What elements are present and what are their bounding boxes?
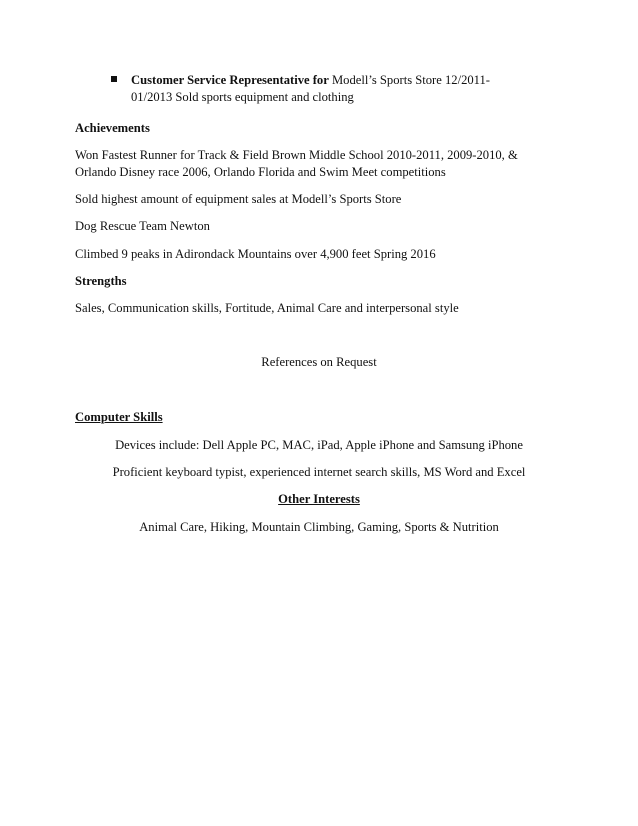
strengths-text xyxy=(75,300,575,316)
computer-skills-heading xyxy=(75,409,575,425)
achievements-heading xyxy=(75,120,575,136)
job-description xyxy=(131,72,531,105)
strengths-heading xyxy=(75,273,575,289)
achievement-item-2 xyxy=(75,191,575,207)
achievement-item-2-text: Sold highest amount of equipment sales at Modell’s Sports Store xyxy=(75,192,402,206)
other-interests-heading xyxy=(0,491,638,507)
job-line-1 xyxy=(131,72,531,88)
job-title: Customer Service Representative for xyxy=(131,73,329,87)
achievement-item-4 xyxy=(75,246,575,262)
strengths-heading-text: Strengths xyxy=(75,274,127,288)
computer-skills-line-1: Devices include: Dell Apple PC, MAC, iPad, Apple iPhone and Samsung iPhone xyxy=(115,438,523,452)
other-interests-heading-text: Other Interests xyxy=(278,492,360,506)
strengths-text-line: Sales, Communication skills, Fortitude, Animal Care and interpersonal style xyxy=(75,301,459,315)
achievement-item-1-line-2: Orlando Disney race 2006, Orlando Florida and Swim Meet competitions xyxy=(75,165,446,179)
achievements-heading-text: Achievements xyxy=(75,121,150,135)
job-line-2: 01/2013 Sold sports equipment and clothing xyxy=(131,90,354,104)
achievement-item-1-line-1: Won Fastest Runner for Track & Field Brown Middle School 2010-2011, 2009-2010, & xyxy=(75,148,518,162)
references-text: References on Request xyxy=(261,355,377,369)
job-employer-dates: Modell’s Sports Store 12/2011- xyxy=(328,73,490,87)
achievement-item-4-text: Climbed 9 peaks in Adirondack Mountains over 4,900 feet Spring 2016 xyxy=(75,247,436,261)
achievement-item-3-text: Dog Rescue Team Newton xyxy=(75,219,210,233)
computer-skills-heading-text: Computer Skills xyxy=(75,410,163,424)
achievement-item-3 xyxy=(75,218,575,234)
achievement-item-1 xyxy=(75,147,575,180)
square-bullet-icon xyxy=(111,76,117,82)
computer-skills-line-2: Proficient keyboard typist, experienced internet search skills, MS Word and Excel xyxy=(112,465,526,479)
other-interests-text: Animal Care, Hiking, Mountain Climbing, Gaming, Sports & Nutrition xyxy=(139,520,499,534)
